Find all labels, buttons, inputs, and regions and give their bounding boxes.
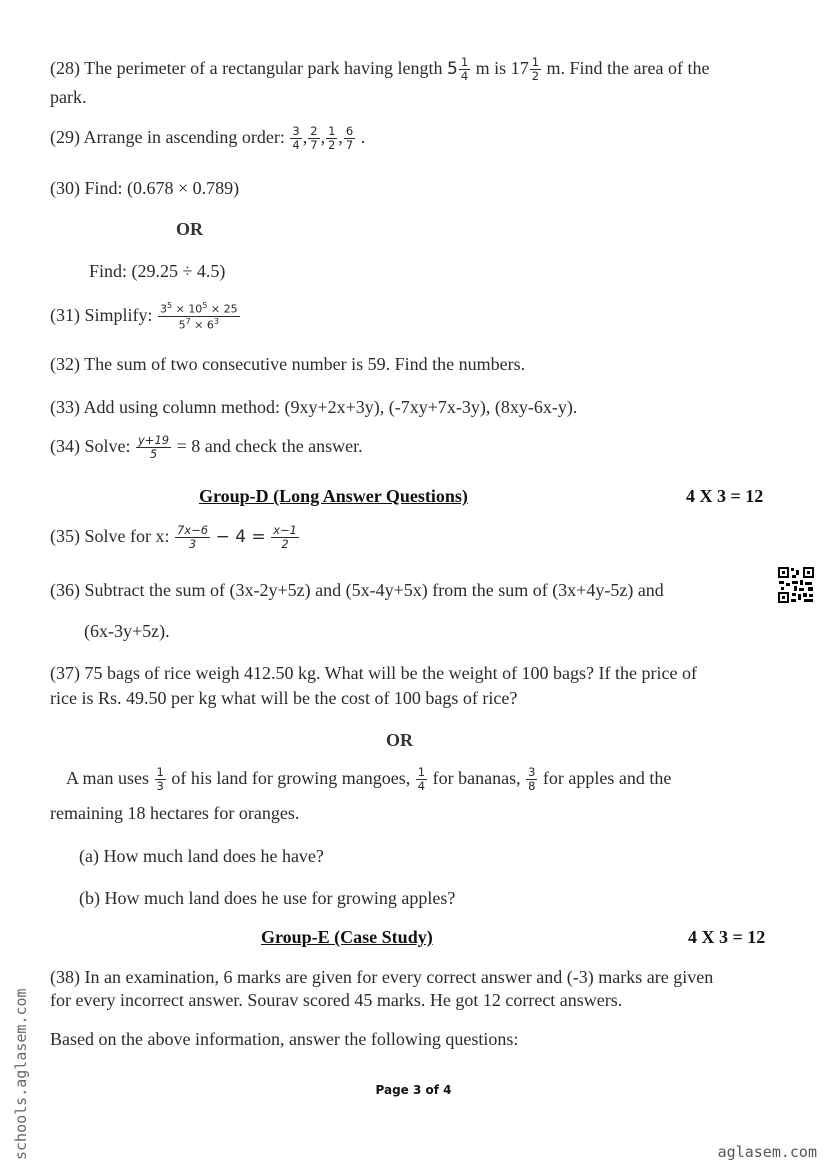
rhs-fraction: $\frac{x-1}{2}$	[273, 523, 297, 552]
group-e-marks: 4 X 3 = 12	[688, 927, 766, 947]
simplify-fraction: $\frac{3^5 \times 10^5 \times 25}{5^7 \times 6^3}$	[160, 301, 238, 332]
fraction-three-eighths: $\frac{3}{8}$	[528, 765, 536, 794]
page-number: Page 3 of 4	[375, 1083, 452, 1097]
lhs-fraction: $\frac{7x-6}{3}$	[176, 523, 209, 552]
question-30: (30) Find: (0.678 × 0.789)	[50, 178, 240, 198]
question-38-line2: for every incorrect answer. Sourav scored 45 marks. He got 12 correct answers.	[50, 990, 623, 1010]
sub-question-b: (b) How much land does he use for growing apples?	[79, 888, 456, 908]
fraction-item: $\frac{3}{4}$	[292, 124, 300, 153]
fraction-one-third: $\frac{1}{3}$	[156, 765, 164, 794]
question-33: (33) Add using column method: (9xy+2x+3y), (-7xy+7x-3y), (8xy-6x-y).	[50, 397, 578, 417]
group-d-heading: Group-D (Long Answer Questions)	[199, 486, 468, 506]
question-38: (38) In an examination, 6 marks are given for every correct answer and (-3) marks are given	[50, 967, 714, 987]
equation-fraction: $\frac{y+19}{5}$	[138, 433, 170, 462]
question-37: (37) 75 bags of rice weigh 412.50 kg. What will be the weight of 100 bags? If the price of	[50, 663, 697, 683]
question-36-line2: (6x-3y+5z).	[84, 621, 170, 641]
question-28-line2: park.	[50, 87, 87, 107]
question-35: (35) Solve for x: $\frac{7x-6}{3}$ − 4 = $\frac{x-1}{2}$	[50, 523, 297, 552]
qr-code-icon[interactable]	[777, 566, 815, 609]
fraction-one-half: $\frac{1}{2}$	[531, 55, 540, 84]
question-37-alternative: A man uses $\frac{1}{3}$ of his land for growing mangoes, $\frac{1}{4}$ for bananas, $\frac{3}{8}$ for apples and the	[66, 765, 672, 794]
side-watermark: schools.aglasem.com	[12, 988, 30, 1160]
question-32: (32) The sum of two consecutive number is 59. Find the numbers.	[50, 354, 526, 374]
question-31: (31) Simplify: $\frac{3^5 \times 10^5 \times 25}{5^7 \times 6^3}$	[50, 301, 238, 332]
fraction-one-quarter: $\frac{1}{4}$	[460, 55, 469, 84]
question-34: (34) Solve: $\frac{y+19}{5}$ = 8 and check the answer.	[50, 433, 363, 462]
question-37-alternative-line2: remaining 18 hectares for oranges.	[50, 803, 300, 823]
question-38-line3: Based on the above information, answer the following questions:	[50, 1029, 519, 1049]
question-29: (29) Arrange in ascending order: $\frac{3}{4}$ , $\frac{2}{7}$ , $\frac{1}{2}$ , $\frac{6}{7}$ .	[50, 124, 366, 153]
or-label: OR	[176, 219, 203, 239]
fraction-item: $\frac{6}{7}$	[345, 124, 354, 153]
fraction-item: $\frac{1}{2}$	[328, 124, 336, 153]
fraction-one-quarter: $\frac{1}{4}$	[417, 765, 426, 794]
question-28: (28) The perimeter of a rectangular park having length 5 $\frac{1}{4}$ m is 17 $\frac{1}{2}$ m. Find the area of the	[50, 55, 710, 84]
question-36: (36) Subtract the sum of (3x-2y+5z) and (5x-4y+5x) from the sum of (3x+4y-5z) and	[50, 580, 664, 600]
sub-question-a: (a) How much land does he have?	[79, 846, 324, 866]
group-d-marks: 4 X 3 = 12	[686, 486, 764, 506]
question-37-line2: rice is Rs. 49.50 per kg what will be the cost of 100 bags of rice?	[50, 688, 518, 708]
question-30-alternative: Find: (29.25 ÷ 4.5)	[89, 261, 226, 281]
group-e-heading: Group-E (Case Study)	[261, 927, 433, 947]
or-label: OR	[386, 730, 413, 750]
fraction-item: $\frac{2}{7}$	[310, 124, 318, 153]
bottom-watermark: aglasem.com	[717, 1143, 817, 1161]
